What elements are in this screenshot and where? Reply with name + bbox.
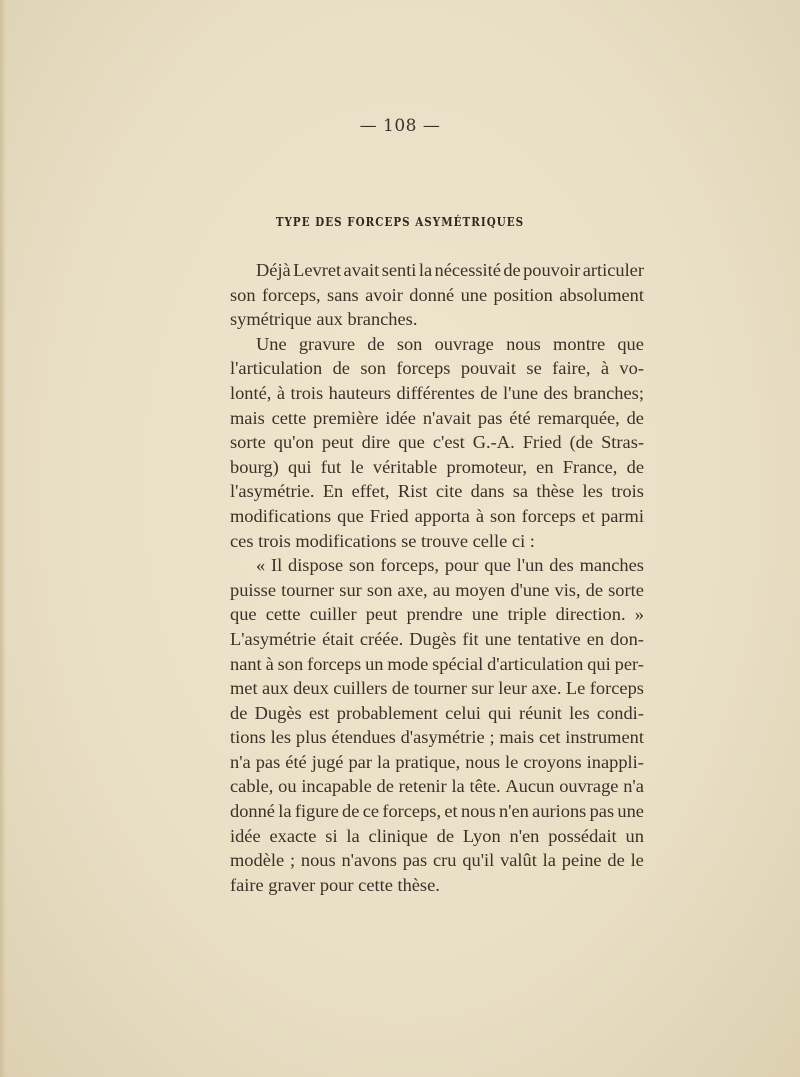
- text-line: lonté, à trois hauteurs différentes de l'une des branches;: [230, 382, 644, 403]
- text-line: « Il dispose son forceps, pour que l'un des manches: [256, 555, 644, 576]
- text-line: cable, ou incapable de retenir la tête. Aucun ouvrage n'a: [230, 776, 644, 797]
- text-line: que cette cuiller peut prendre une triple direction. »: [230, 604, 644, 625]
- text-line: sorte qu'on peut dire que c'est G.-A. Fried (de Stras-: [230, 432, 644, 453]
- text-line: modifications que Fried apporta à son forceps et parmi: [230, 505, 644, 526]
- page-edge-shadow: [0, 0, 6, 1077]
- text-line: Une gravure de son ouvrage nous montre que: [256, 333, 644, 354]
- text-line: l'asymétrie. En effet, Rist cite dans sa thèse les trois: [230, 481, 644, 502]
- section-title: TYPE DES FORCEPS ASYMÉTRIQUES: [275, 215, 525, 229]
- text-line: puisse tourner sur son axe, au moyen d'une vis, de sorte: [230, 579, 644, 600]
- text-line: bourg) qui fut le véritable promoteur, en France, de: [230, 456, 644, 477]
- text-line: L'asymétrie était créée. Dugès fit une tentative en don-: [230, 628, 644, 649]
- text-line: met aux deux cuillers de tourner sur leur axe. Le forceps: [230, 678, 644, 699]
- text-line: modèle ; nous n'avons pas cru qu'il valût la peine de le: [230, 850, 644, 871]
- text-line: donné la figure de ce forceps, et nous n'en aurions pas une: [230, 801, 644, 822]
- text-line: tions les plus étendues d'asymétrie ; mais cet instrument: [230, 727, 644, 748]
- page-number: — 108 —: [359, 116, 441, 136]
- text-line: son forceps, sans avoir donné une position absolument: [230, 284, 644, 305]
- text-line: Déjà Levret avait senti la nécessité de pouvoir articuler: [256, 260, 644, 280]
- text-line: symétrique aux branches.: [230, 309, 418, 330]
- text-line: n'a pas été jugé par la pratique, nous le croyons inappli-: [230, 751, 644, 772]
- text-line: de Dugès est probablement celui qui réunit les condi-: [230, 702, 644, 723]
- text-line: mais cette première idée n'avait pas été remarquée, de: [230, 407, 644, 428]
- body-text: [230, 258, 644, 897]
- text-line: ces trois modifications se trouve celle ci :: [230, 530, 535, 551]
- text-line: nant à son forceps un mode spécial d'articulation qui per-: [230, 653, 644, 674]
- text-line: l'articulation de son forceps pouvait se faire, à vo-: [230, 358, 644, 379]
- text-line: faire graver pour cette thèse.: [230, 874, 440, 895]
- text-line: idée exacte si la clinique de Lyon n'en possédait un: [230, 825, 644, 846]
